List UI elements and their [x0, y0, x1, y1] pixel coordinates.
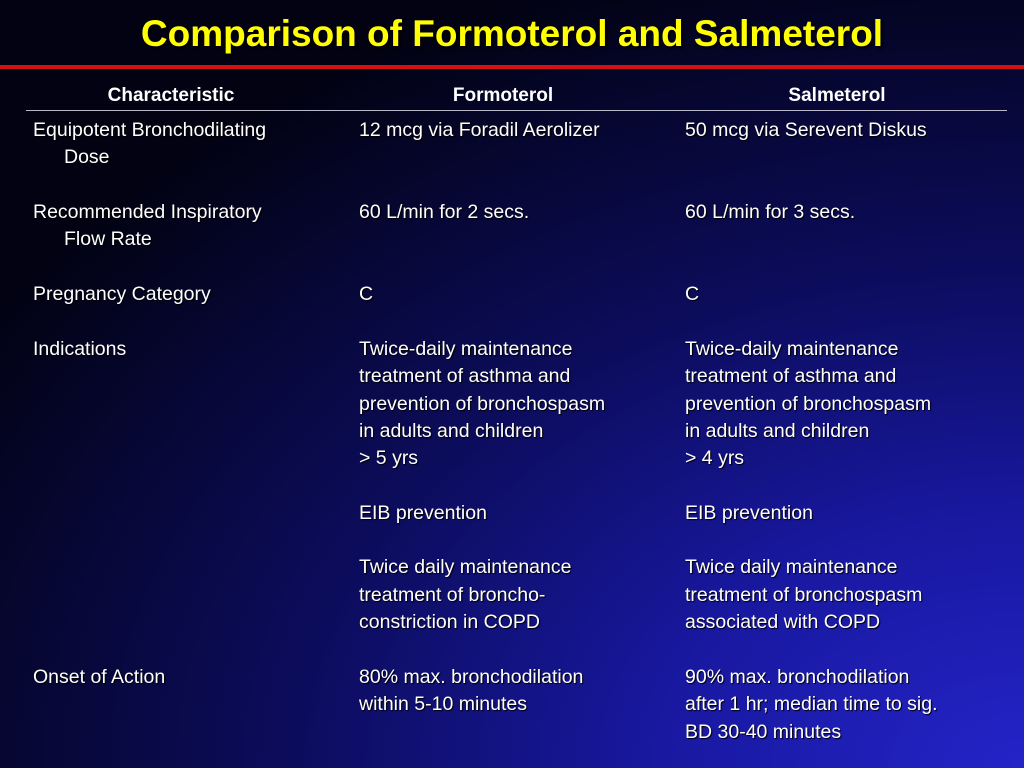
row-salmeterol-value: 60 L/min for 3 secs. — [685, 201, 856, 223]
row-formoterol-value: 80% max. bronchodilation within 5-10 minutes — [359, 666, 584, 716]
row-salmeterol-value: Twice-daily maintenance treatment of asthma and prevention of bronchospasm in adults and children > 4 yrs EIB prevention Twice daily maintenance treatment of bronchospasm associated with COPD — [685, 338, 932, 633]
header-characteristic: Characteristic — [107, 85, 235, 106]
row-characteristic: Pregnancy Category — [33, 283, 211, 305]
comparison-table — [26, 80, 1007, 743]
row-formoterol-value: 60 L/min for 2 secs. — [359, 201, 530, 223]
row-characteristic: Onset of Action — [33, 666, 166, 688]
header-formoterol: Formoterol — [452, 85, 554, 106]
row-characteristic: Equipotent Bronchodilating Dose — [33, 119, 267, 169]
row-characteristic: Indications — [33, 338, 127, 360]
row-formoterol-value: 12 mcg via Foradil Aerolizer — [359, 119, 600, 141]
row-characteristic: Recommended Inspiratory Flow Rate — [33, 201, 262, 251]
row-salmeterol-value: 50 mcg via Serevent Diskus — [685, 119, 927, 141]
table-header-row — [26, 80, 1007, 111]
header-salmeterol: Salmeterol — [788, 85, 886, 106]
slide-title: Comparison of Formoterol and Salmeterol — [140, 13, 884, 54]
row-formoterol-value: C — [359, 283, 374, 305]
row-formoterol-value: Twice-daily maintenance treatment of asthma and prevention of bronchospasm in adults and children > 5 yrs EIB prevention Twice daily maintenance treatment of broncho- constriction in COPD — [359, 338, 606, 633]
row-salmeterol-value: 90% max. bronchodilation after 1 hr; median time to sig. BD 30-40 minutes — [685, 666, 938, 743]
row-salmeterol-value: C — [685, 283, 700, 305]
title-divider — [0, 65, 1024, 69]
